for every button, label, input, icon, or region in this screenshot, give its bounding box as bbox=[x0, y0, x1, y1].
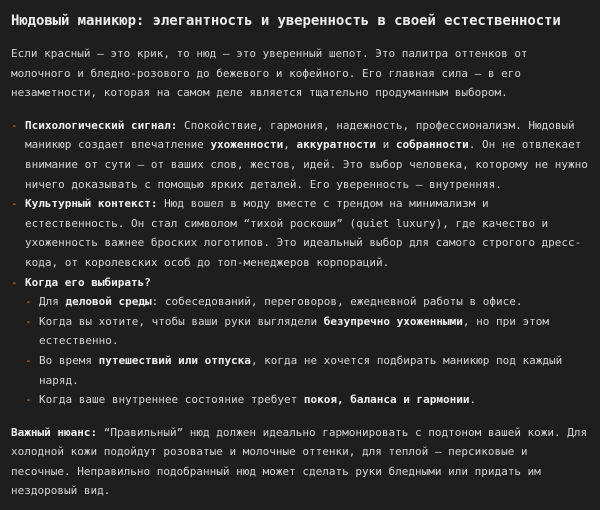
sub-bold: покоя, баланса и гармонии bbox=[303, 393, 470, 407]
sublist-item bbox=[25, 312, 588, 351]
note-paragraph bbox=[11, 423, 588, 501]
intro-paragraph: Если красный — это крик, то нюд — это уверенный шепот. Это палитра оттенков от молочного и бледно-розового до бежевого и кофейного. Его главная сила — в его незаметности, которая на самом деле является тщательно продуманным выбором. bbox=[11, 47, 528, 100]
psychology-text-4: . Он не отвлекает внимание от сути — от ваших слов, жестов, идей. Это выбор человека, которому не нужно ничего доказывать с помощью ярких деталей. Его уверенность — внутренняя. bbox=[25, 138, 588, 191]
sublist-item bbox=[25, 390, 588, 410]
psychology-text-3: и bbox=[376, 138, 396, 152]
sub-text: , когда не хочется подбирать маникюр под каждый наряд. bbox=[39, 353, 563, 387]
sub-text: Для bbox=[39, 295, 66, 309]
main-list bbox=[11, 116, 588, 410]
sublist-item bbox=[25, 351, 588, 390]
list-item-psychology bbox=[11, 116, 588, 194]
sub-text: , но при этом естественно. bbox=[39, 314, 549, 348]
culture-text: Нюд вошел в моду вместе с трендом на минимализм и естественность. Он стал символом “тихой роскоши” (quiet luxury), где качество и ухоженность важнее броских логотипов. Это идеальный выбор для самого строгого дресс-кода, от королевских особ до топ-менеджеров корпораций. bbox=[25, 197, 582, 269]
sublist-item bbox=[25, 292, 588, 312]
sub-text: Когда вы хотите, чтобы ваши руки выглядели bbox=[39, 314, 324, 328]
sub-text: Во время bbox=[39, 353, 99, 367]
sub-text: : собеседований, переговоров, ежедневной работы в офисе. bbox=[151, 295, 523, 309]
sub-bold: безупречно ухоженными bbox=[323, 314, 463, 328]
psychology-bold-2: аккуратности bbox=[296, 138, 377, 152]
when-sublist bbox=[25, 292, 588, 410]
list-item-when bbox=[11, 273, 588, 410]
psychology-text-1: Спокойствие, гармония, надежность, профессионализм. Нюдовый маникюр создает впечатление bbox=[25, 118, 575, 152]
culture-label: Культурный контекст: bbox=[25, 197, 158, 211]
psychology-bold-3: собранности bbox=[395, 138, 469, 152]
when-label: Когда его выбирать? bbox=[25, 275, 151, 289]
sub-bold: путешествий или отпуска bbox=[98, 353, 251, 367]
sub-text: . bbox=[469, 393, 477, 407]
sub-bold: деловой среды bbox=[65, 295, 152, 309]
document bbox=[11, 10, 588, 501]
sub-text: Когда ваше внутреннее состояние требует bbox=[39, 393, 304, 407]
note-text: “Правильный” нюд должен идеально гармонировать с подтоном вашей кожи. Для холодной кожи подойдут розоватые и молочные оттенки, для теплой — персиковые и песочные. Неправильно подобранный нюд может сделать руки бледными или придать им нездоровый вид. bbox=[11, 425, 588, 498]
note-label: Важный нюанс: bbox=[11, 425, 98, 439]
document-title: Нюдовый маникюр: элегантность и уверенность в своей естественности bbox=[11, 13, 561, 29]
list-item-culture bbox=[11, 194, 588, 272]
psychology-text-2: , bbox=[283, 138, 297, 152]
psychology-bold-1: ухоженности bbox=[210, 138, 284, 152]
psychology-label: Психологический сигнал: bbox=[25, 118, 178, 132]
